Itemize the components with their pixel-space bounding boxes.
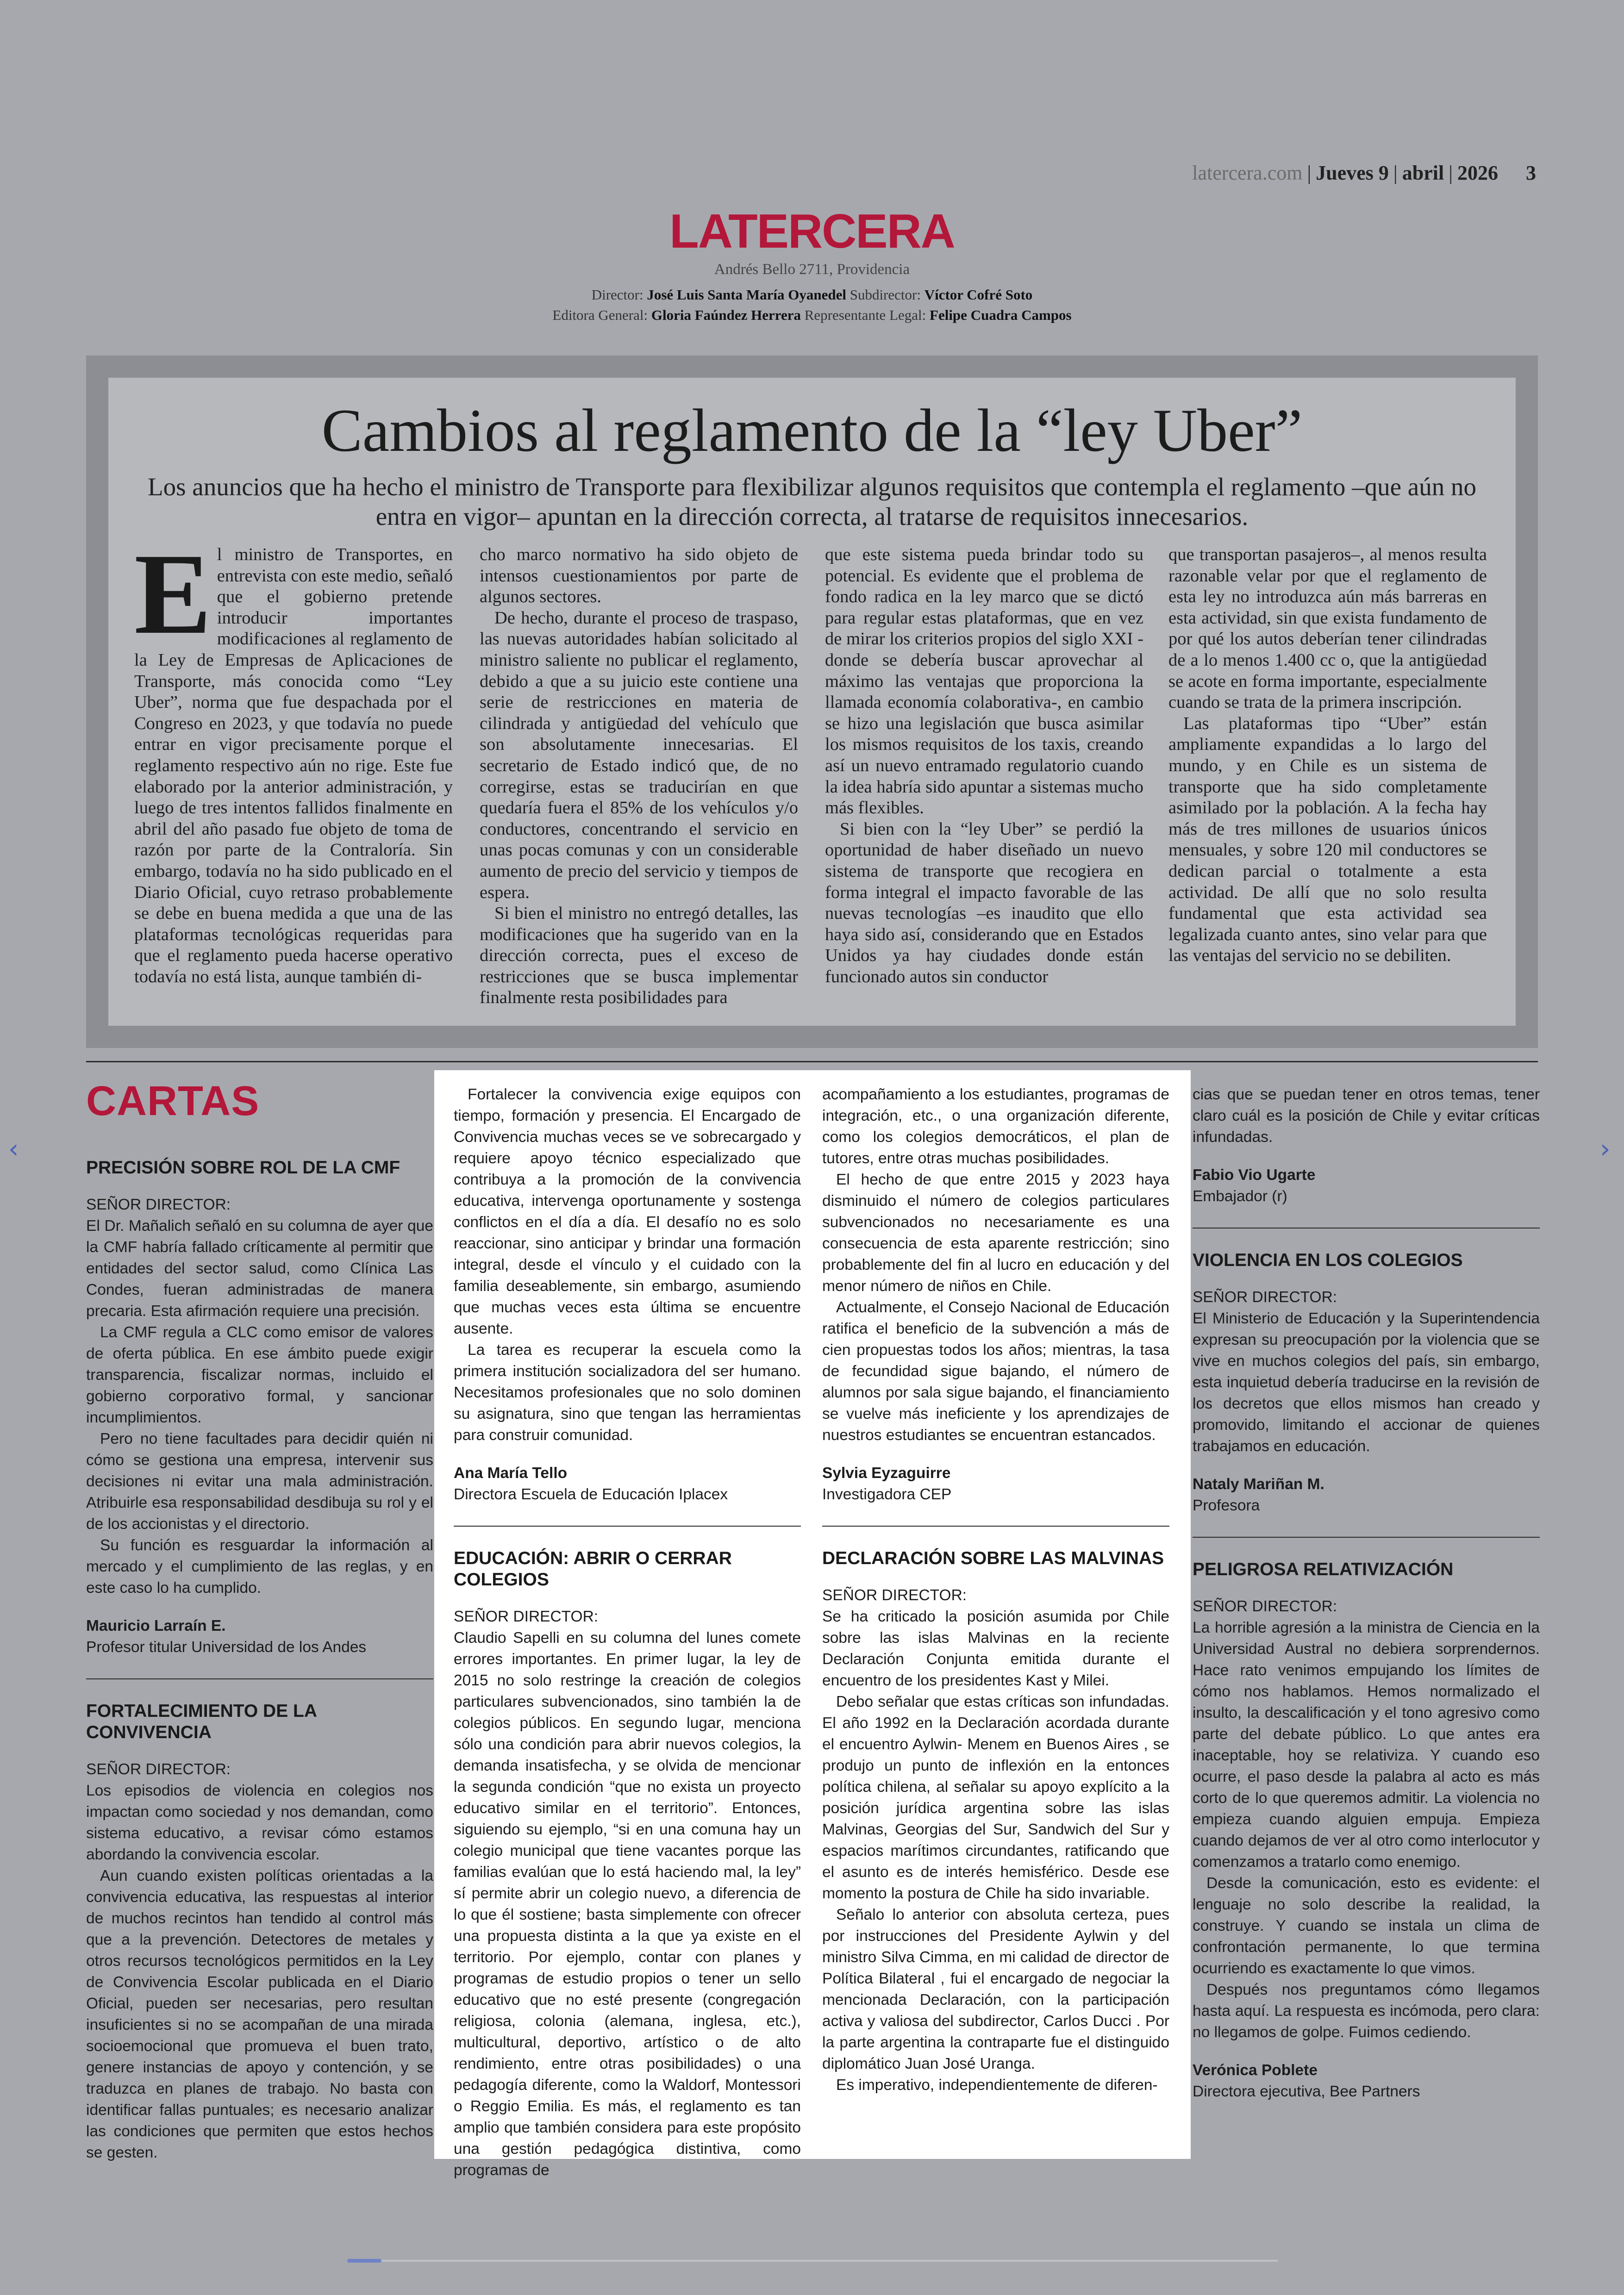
- subdirector-label: Subdirector:: [849, 287, 921, 303]
- representante-name: Felipe Cuadra Campos: [930, 307, 1072, 323]
- letter-salutation: SEÑOR DIRECTOR:: [1193, 1289, 1337, 1306]
- date-year: 2026: [1457, 162, 1498, 184]
- letter-paragraph: Desde la comunicación, esto es evidente: el lenguaje no solo describe la realidad, la construye. Y cuando se instala un clima de confrontación permanente, lo que termina ocurriendo es exactamente lo que vimos.: [1193, 1875, 1540, 1977]
- letter-author-role: Embajador (r): [1193, 1188, 1287, 1205]
- letter-author: Sylvia Eyzaguirre: [822, 1465, 951, 1482]
- letter-salutation: SEÑOR DIRECTOR:: [1193, 1598, 1337, 1615]
- letter-paragraph: Se ha criticado la posición asumida por Chile sobre las islas Malvinas en la reciente Declaración Conjunta emitida durante el encuentro de los presidentes Kast y Milei.: [822, 1608, 1169, 1689]
- letter-author: Fabio Vio Ugarte: [1193, 1166, 1316, 1184]
- editorial-title: Cambios al reglamento de la “ley Uber”: [321, 396, 1303, 464]
- editorial-dropcap: E: [134, 530, 212, 658]
- letter-author: Ana María Tello: [454, 1465, 568, 1482]
- letter-author-role: Directora ejecutiva, Bee Partners: [1193, 2083, 1420, 2100]
- letters-column-2: [454, 1084, 801, 2181]
- letter-paragraph: Claudio Sapelli en su columna del lunes comete errores importantes. En primer lugar, la ley de 2015 no solo restringe la creación de colegios particulares subvencionados, sino también la de colegios públicos. En segundo lugar, menciona sólo una condición para abrir nuevos colegios, la demanda insatisfecha, y se olvida de mencionar la segunda condición “que no exista un proyecto educativo similar en el territorio”. Entonces, siguiendo su ejemplo, “si en una comuna hay un colegio municipal que tiene vacantes porque las familias evalúan que lo está haciendo mal, la ley” sí permite abrir un colegio nuevo, a diferencia de lo que él sostiene; basta simplemente con ofrecer una propuesta distinta a la que ya existe en el territorio. Por ejemplo, contar con planes y programas de estudio propios o tener un sello educativo que no esté presente (congregación religiosa, colonia (alemana, inglesa, etc.), multicultural, deportivo, artístico o de alto rendimiento, entre otras posibilidades) o una pedagogía diferente, como la Waldorf, Montessori o Reggio Emilia. Es más, el reglamento es tan amplio que también considera para este propósito una gestión pedagógica distintiva, como programas de: [454, 1629, 801, 2179]
- editorial-paragraph: que transportan pasajeros–, al menos resulta razonable velar por que el reglamento de esta ley no introduzca aún más barreras en esta actividad, sin que exista fundamento de por qué los autos deberían tener cilindradas de a lo menos 1.400 cc o, que la antigüedad se acote en forma importante, especialmente cuando se trata de la primera inscripción.: [1168, 545, 1487, 712]
- editorial-column-4: [1168, 544, 1487, 967]
- letter-paragraph: cias que se puedan tener en otros temas, tener claro cuál es la posición de Chile y evitar críticas infundadas.: [1193, 1086, 1540, 1146]
- letter-paragraph: El hecho de que entre 2015 y 2023 haya disminuido el número de colegios particulares subvencionados no necesariamente es una consecuencia de esta aparente restricción; sino probablemente del fin al lucro en educación y del menor número de niños en Chile.: [822, 1171, 1169, 1295]
- masthead-staff: [0, 285, 1624, 325]
- letter-paragraph: Su función es resguardar la información al mercado y el cumplimiento de las reglas, y en este caso lo ha cumplido.: [86, 1537, 433, 1597]
- editorial-column-3: [825, 544, 1143, 987]
- letter-paragraph: Los episodios de violencia en colegios nos impactan como sociedad y nos demandan, como sistema educativo, a revisar cómo estamos abordando la convivencia escolar.: [86, 1782, 433, 1863]
- editorial-paragraph: cho marco normativo ha sido objeto de intensos cuestionamientos por parte de algunos sectores.: [480, 545, 798, 607]
- letter-paragraph: El Dr. Mañalich señaló en su columna de ayer que la CMF habría fallado críticamente al permitir que entidades del sector salud, como Clínica Las Condes, fueran administradas de manera precaria. Esta afirmación requiere una precisión.: [86, 1217, 433, 1320]
- letter-paragraph: Actualmente, el Consejo Nacional de Educación ratifica el beneficio de la subvención a más de cien propuestas todos los años; mientras, la tasa de fecundidad sigue bajando, el número de alumnos por sala sigue bajando, el financiamiento se vuelve más ineficiente y los aprendizajes de nuestros estudiantes se encuentran estancados.: [822, 1299, 1169, 1444]
- letter-salutation: SEÑOR DIRECTOR:: [86, 1196, 231, 1213]
- letter-author-role: Investigadora CEP: [822, 1486, 952, 1503]
- letter-paragraph: Fortalecer la convivencia exige equipos con tiempo, formación y presencia. El Encargado de Convivencia muchas veces se ve sobrecargado y requiere apoyo técnico especializado que contribuya a la promoción de la convivencia educativa, intervenga oportunamente y sostenga conflictos en el día a día. El desafío no es solo reaccionar, sino anticipar y brindar una formación integral, desde el vínculo y el cuidado con la familia deseablemente, sin embargo, asumiendo que muchas veces esta última se encuentre ausente.: [454, 1086, 801, 1337]
- letter-paragraph: Aun cuando existen políticas orientadas a la convivencia educativa, las respuestas al interior de muchos recintos han tendido al control más que a la prevención. Detectores de metales y otros recursos tecnológicos permitidos en la Ley de Convivencia Escolar publicada en el Diario Oficial, pueden ser necesarias, pero resultan insuficientes si no se acompañan de una mirada socioemocional que promueva el buen trato, genere instancias de apoyo y contención, y se traduzca en planes de trabajo. No basta con identificar fallas puntuales; es necesario analizar las condiciones que permiten que estos hechos se gesten.: [86, 1867, 433, 2161]
- section-divider: [86, 1061, 1538, 1062]
- letters-column-1: [86, 1157, 433, 2164]
- letter-title: DECLARACIÓN SOBRE LAS MALVINAS: [822, 1548, 1164, 1568]
- letter-title: VIOLENCIA EN LOS COLEGIOS: [1193, 1250, 1463, 1270]
- date-day: Jueves 9: [1316, 162, 1389, 184]
- letter-paragraph: Pero no tiene facultades para decidir quién ni cómo se gestiona una empresa, intervenir sus decisiones ni evitar una mala administración. Atribuirle esa responsabilidad desdibuja su rol y el de los accionistas y el directorio.: [86, 1430, 433, 1533]
- letter-divider: [454, 1526, 801, 1527]
- site-url[interactable]: latercera.com: [1192, 162, 1303, 184]
- letters-column-4: [1193, 1084, 1540, 2102]
- letter-paragraph: Señalo lo anterior con absoluta certeza, pues por instrucciones del Presidente Aylwin y del ministro Silva Cimma, en mi calidad de director de Política Bilateral , fui el encargado de negociar la mencionada Declaración, con la participación activa y valiosa del subdirector, Carlos Ducci . Por la parte argentina la contraparte fue el distinguido diplomático Juan José Uranga.: [822, 1906, 1169, 2072]
- date-month: abril: [1402, 162, 1444, 184]
- director-label: Director:: [591, 287, 643, 303]
- cartas-section-title: CARTAS: [86, 1078, 260, 1124]
- letter-title: FORTALECIMIENTO DE LA CONVIVENCIA: [86, 1701, 317, 1742]
- letter-author-role: Profesor titular Universidad de los Andes: [86, 1639, 367, 1656]
- chevron-right-icon[interactable]: ›: [1600, 1134, 1611, 1164]
- letter-paragraph: acompañamiento a los estudiantes, programas de integración, etc., o una organización diferente, como los colegios democráticos, el plan de tutores, entre otras muchas posibilidades.: [822, 1086, 1169, 1167]
- letters-column-3: [822, 1084, 1169, 2096]
- masthead-address: Andrés Bello 2711, Providencia: [714, 261, 910, 278]
- editorial-paragraph: De hecho, durante el proceso de traspaso, las nuevas autoridades habían solicitado al ministro saliente no publicar el reglamento, debido a que a su juicio este contiene una serie de restricciones en materia de cilindrada y antigüedad del vehículo que son absolutamente innecesarias. El secretario de Estado indicó que, de no corregirse, estas se traducirían en que quedaría fuera el 85% de los vehículos y/o conductores, concentrando el servicio en unas pocas comunas y con un considerable aumento de precio del servicio y tiempos de espera.: [480, 608, 798, 902]
- newspaper-logo: LATERCERA: [669, 205, 955, 258]
- editorial-paragraph: l ministro de Transportes, en entrevista con este medio, señaló que el gobierno pretende introducir importantes modificaciones al reglamento de la Ley de Empresas de Aplicaciones de Transporte, más conocida como “Ley Uber”, norma que fue despachada por el Congreso en 2023, y que todavía no puede entrar en vigor precisamente porque el reglamento respectivo aún no rige. Este fue elaborado por la anterior administración, y luego de tres intentos fallidos finalmente en abril del año pasado fue objeto de toma de razón por parte de la Contraloría. Sin embargo, todavía no ha sido publicado en el Diario Oficial, cuyo retraso probablemente se debe en buena medida a que una de las plataformas tecnológicas requeridas para que el reglamento pueda hacerse operativo todavía no está lista, aunque también di-: [134, 545, 453, 986]
- director-name: José Luis Santa María Oyanedel: [647, 287, 846, 303]
- letter-author-role: Profesora: [1193, 1497, 1260, 1514]
- letter-paragraph: El Ministerio de Educación y la Superintendencia expresan su preocupación por la violencia que se vive en muchos colegios del país, sin embargo, esta inquietud debería traducirse en la revisión de los decretos que ellos mismos han creado y promovido, limitando el accionar de quienes trabajamos en educación.: [1193, 1310, 1540, 1455]
- letter-title: EDUCACIÓN: ABRIR O CERRAR COLEGIOS: [454, 1548, 732, 1590]
- editorial-column-1: [134, 530, 453, 987]
- letter-title: PELIGROSA RELATIVIZACIÓN: [1193, 1559, 1454, 1579]
- letter-title: PRECISIÓN SOBRE ROL DE LA CMF: [86, 1158, 400, 1178]
- editorial-paragraph: que este sistema pueda brindar todo su potencial. Es evidente que el problema de fondo radica en la ley marco que se dictó para regular estas plataformas, que en vez de mirar los criterios propios del siglo XXI -donde se debería buscar aprovechar al máximo las ventajas que proporciona la llamada economía colaborativa-, en cambio se hizo una legislación que busca asimilar los mismos requisitos de los taxis, creando así un nuevo entramado regulatorio cuando la idea habría sido apuntar a sistemas mucho más flexibles.: [825, 545, 1143, 818]
- letter-paragraph: La CMF regula a CLC como emisor de valores de oferta pública. En ese ámbito puede exigir transparencia, fiscalizar normas, incluido el gobierno corporativo formal, y sancionar incumplimientos.: [86, 1324, 433, 1426]
- letter-paragraph: La tarea es recuperar la escuela como la primera institución socializadora del ser humano. Necesitamos profesionales que no solo dominen su asignatura, sino que tengan las herramientas para construir comunidad.: [454, 1341, 801, 1444]
- editora-name: Gloria Faúndez Herrera: [651, 307, 801, 323]
- editorial-paragraph: Las plataformas tipo “Uber” están ampliamente expandidas a lo largo del mundo, y en Chile es un sistema de transporte que ha sido completamente asimilado por la población. A la fecha hay más de tres millones de usuarios únicos mensuales, y sobre 120 mil conductores se dedican parcial o totalmente a esta actividad. De allí que no solo resulta fundamental que esta actividad sea legalizada cuanto antes, sino velar para que las ventajas del servicio no se debiliten.: [1168, 713, 1487, 966]
- letter-author: Verónica Poblete: [1193, 2062, 1318, 2079]
- page-date-line: latercera.com | Jueves 9 | abril | 2026 3: [1192, 162, 1536, 184]
- letter-paragraph: Es imperativo, independientemente de diferen-: [836, 2077, 1158, 2094]
- editorial-paragraph: Si bien el ministro no entregó detalles, las modificaciones que ha sugerido van en la dirección correcta, pues el exceso de restricciones que se busca implementar finalmente resta posibilidades para: [480, 904, 798, 1008]
- letter-divider: [1193, 1228, 1540, 1229]
- editora-label: Editora General:: [552, 307, 648, 323]
- letter-divider: [86, 1678, 433, 1679]
- editorial-paragraph: Si bien con la “ley Uber” se perdió la oportunidad de haber diseñado un nuevo sistema de transporte que recogiera en forma integral el impacto favorable de las nuevas tecnologías –es inaudito que ello haya sido así, considerando que en Estados Unidos ya hay ciudades donde están funcionado autos sin conductor: [825, 819, 1143, 986]
- letter-salutation: SEÑOR DIRECTOR:: [822, 1587, 967, 1604]
- letter-salutation: SEÑOR DIRECTOR:: [86, 1761, 231, 1778]
- masthead: [0, 204, 1624, 325]
- subdirector-name: Víctor Cofré Soto: [924, 287, 1033, 303]
- chevron-left-icon[interactable]: ‹: [8, 1134, 19, 1164]
- page-scrollbar-thumb[interactable]: [347, 2259, 381, 2263]
- letter-author-role: Directora Escuela de Educación Iplacex: [454, 1486, 728, 1503]
- letter-divider: [1193, 1537, 1540, 1538]
- letter-paragraph: La horrible agresión a la ministra de Ciencia en la Universidad Austral no debiera sorprendernos. Hace rato venimos empujando los límites de cómo nos hablamos. Hemos normalizado el insulto, la descalificación y el tono agresivo como parte del debate público. Lo que antes era inaceptable, hoy se relativiza. Y cuando eso ocurre, el paso desde la palabra al acto es más corto de lo que queremos admitir. La violencia no empieza cuando alguien empuja. Empieza cuando dejamos de ver al otro como interlocutor y comenzamos a tratarlo como enemigo.: [1193, 1619, 1540, 1871]
- representante-label: Representante Legal:: [804, 307, 926, 323]
- editorial-column-2: [480, 544, 798, 1009]
- letter-divider: [822, 1526, 1169, 1527]
- letter-paragraph: Debo señalar que estas críticas son infundadas. El año 1992 en la Declaración acordada durante el encuentro Aylwin- Menem en Buenos Aires , se produjo un punto de inflexión en la entonces política chilena, al señalar su apoyo explícito a la posición jurídica argentina sobre las islas Malvinas, Georgias del Sur, Sandwich del Sur y espacios marítimos circundantes, ratificando que el asunto es de interés hemisférico. Desde ese momento la postura de Chile ha sido invariable.: [822, 1693, 1169, 1902]
- letter-author: Mauricio Larraín E.: [86, 1617, 226, 1634]
- editorial-deck: Los anuncios que ha hecho el ministro de Transporte para flexibilizar algunos requisitos que contempla el reglamento –que aún no entra en vigor– apuntan en la dirección correcta, al tratarse de requisitos innecesarios.: [148, 473, 1476, 530]
- letter-author: Nataly Mariñan M.: [1193, 1476, 1324, 1493]
- letter-salutation: SEÑOR DIRECTOR:: [454, 1608, 599, 1625]
- page-scrollbar-track[interactable]: [347, 2260, 1278, 2262]
- letter-paragraph: Después nos preguntamos cómo llegamos hasta aquí. La respuesta es incómoda, pero clara: no llegamos de golpe. Fuimos cediendo.: [1193, 1981, 1540, 2041]
- page-number: 3: [1526, 162, 1536, 184]
